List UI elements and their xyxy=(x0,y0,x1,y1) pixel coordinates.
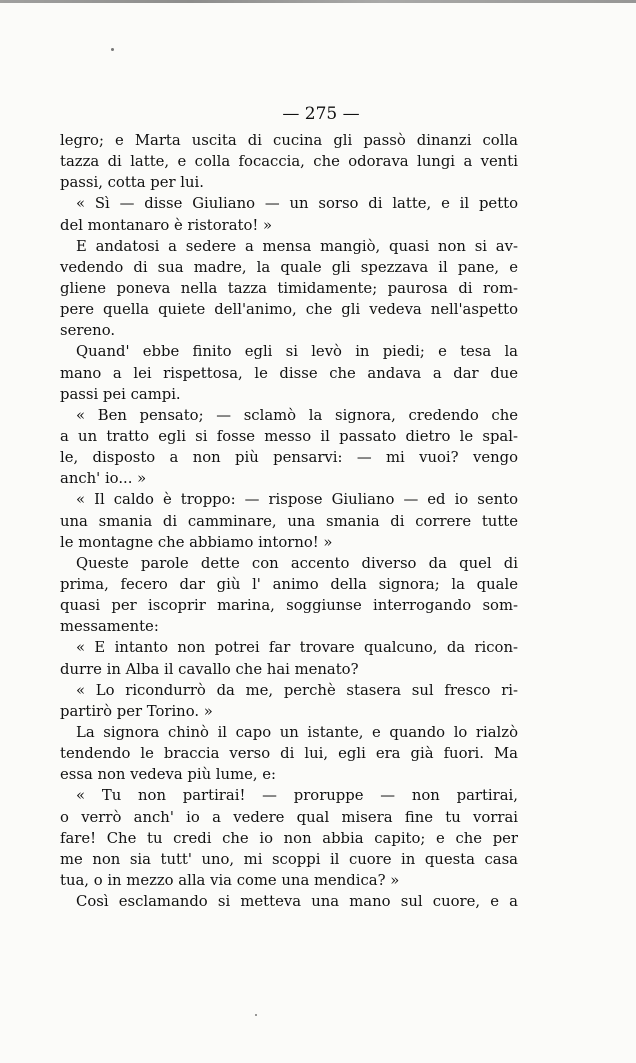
text-line: « Il caldo è troppo: — rispose Giuliano — ed io sento xyxy=(76,491,518,509)
text-line: Così esclamando si metteva una mano sul cuore, e a xyxy=(76,893,518,911)
body-text xyxy=(60,130,518,912)
text-line: sereno. xyxy=(60,322,116,340)
text-line: pere quella quiete dell'animo, che gli vedeva nell'aspetto xyxy=(60,301,518,319)
text-line: mano a lei rispettosa, le disse che andava a dar due xyxy=(60,364,518,382)
text-line: essa non vedeva più lume, e: xyxy=(60,766,277,784)
text-line: legro; e Marta uscita di cucina gli passò dinanzi colla xyxy=(60,132,518,149)
text-line: tazza di latte, e colla focaccia, che odorava lungi a venti xyxy=(60,153,518,171)
text-line: fare! Che tu credi che io non abbia capito; e che per xyxy=(60,829,518,847)
text-line: « E intanto non potrei far trovare qualcuno, da ricon- xyxy=(76,639,518,657)
text-line: o verrò anch' io a vedere qual misera fine tu vorrai xyxy=(60,808,518,826)
text-line: « Ben pensato; — sclamò la signora, credendo che xyxy=(76,406,518,424)
text-line: passi pei campi. xyxy=(60,385,181,403)
text-line: vedendo di sua madre, la quale gli spezzava il pane, e xyxy=(60,258,518,276)
text-line: anch' io... » xyxy=(60,470,147,488)
text-line: E andatosi a sedere a mensa mangiò, quasi non si av- xyxy=(76,237,518,255)
text-line: passi, cotta per lui. xyxy=(60,174,204,192)
text-line: le, disposto a non più pensarvi: — mi vuoi? vengo xyxy=(60,449,518,467)
text-line: me non sia tutt' uno, mi scoppi il cuore in questa casa xyxy=(60,850,518,868)
text-line: tua, o in mezzo alla via come una mendica? » xyxy=(60,871,400,889)
text-line: « Sì — disse Giuliano — un sorso di latte, e il petto xyxy=(76,195,518,213)
text-line: del montanaro è ristorato! » xyxy=(60,216,273,234)
page-top-edge xyxy=(0,0,636,3)
text-line: le montagne che abbiamo intorno! » xyxy=(60,533,333,551)
text-line: durre in Alba il cavallo che hai menato? xyxy=(60,660,359,678)
text-line: Queste parole dette con accento diverso da quel di xyxy=(76,554,518,572)
text-line: partirò per Torino. » xyxy=(60,702,213,720)
text-line: quasi per iscoprir marina, soggiunse interrogando som- xyxy=(60,597,518,615)
scan-speck xyxy=(111,48,114,51)
text-line: prima, fecero dar giù l' animo della signora; la quale xyxy=(60,575,518,593)
scan-speck xyxy=(255,1014,257,1016)
text-line: La signora chinò il capo un istante, e quando lo rialzò xyxy=(76,723,518,741)
text-line: « Tu non partirai! — proruppe — non partirai, xyxy=(76,787,518,805)
text-line: tendendo le braccia verso di lui, egli era già fuori. Ma xyxy=(60,745,518,763)
text-line: messamente: xyxy=(60,618,159,636)
page-number: — 275 — xyxy=(282,104,360,124)
text-line: Quand' ebbe finito egli si levò in piedi; e tesa la xyxy=(76,343,518,361)
text-line: a un tratto egli si fosse messo il passato dietro le spal- xyxy=(60,427,518,445)
text-line: « Lo ricondurrò da me, perchè stasera sul fresco ri- xyxy=(76,681,518,699)
text-line: una smania di camminare, una smania di correre tutte xyxy=(60,512,518,530)
text-line: gliene poneva nella tazza timidamente; paurosa di rom- xyxy=(60,279,518,297)
